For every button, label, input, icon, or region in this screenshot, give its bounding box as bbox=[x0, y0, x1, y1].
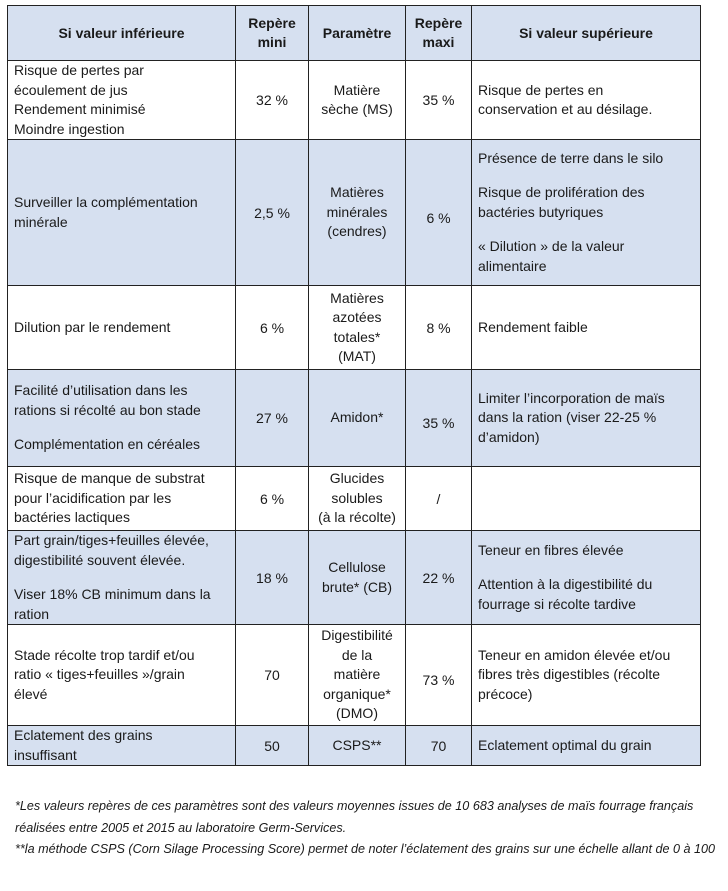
cell-max: 6 % bbox=[406, 140, 472, 286]
cell-inferior bbox=[8, 467, 236, 531]
cell-line: bactéries lactiques bbox=[14, 509, 130, 526]
cell-superior bbox=[472, 726, 701, 766]
cell-line: Limiter l’incorporation de maïs bbox=[478, 389, 665, 406]
cell-line: ratio « tiges+feuilles »/grain bbox=[14, 666, 185, 683]
cell-line: écoulement de jus bbox=[14, 81, 128, 98]
cell-line: Surveiller la complémentation bbox=[14, 194, 198, 210]
cell-min: 50 bbox=[236, 726, 309, 766]
cell-line: Moindre ingestion bbox=[14, 120, 125, 137]
cell-parameter bbox=[309, 531, 406, 625]
cell-line: Cellulose bbox=[328, 559, 386, 575]
cell-max: 35 % bbox=[406, 370, 472, 467]
cell-inferior bbox=[8, 370, 236, 467]
cell-max: 73 % bbox=[406, 625, 472, 726]
cell-superior bbox=[472, 467, 701, 531]
cell-line: Risque de prolifération des bbox=[478, 184, 645, 201]
cell-inferior bbox=[8, 61, 236, 140]
cell-line: conservation et au désilage. bbox=[478, 101, 653, 117]
cell-line: Eclatement optimal du grain bbox=[478, 736, 652, 753]
table-row bbox=[8, 726, 701, 766]
cell-line: alimentaire bbox=[478, 257, 547, 274]
cell-line: Eclatement des grains bbox=[14, 727, 153, 743]
table-row bbox=[8, 625, 701, 726]
cell-line: d’amidon) bbox=[478, 428, 540, 445]
cell-line: Digestibilité bbox=[321, 627, 393, 644]
cell-line: Stade récolte trop tardif et/ou bbox=[14, 646, 195, 663]
cell-min: 32 % bbox=[236, 61, 309, 140]
cell-min: 6 % bbox=[236, 286, 309, 370]
cell-inferior bbox=[8, 531, 236, 625]
reference-values-table bbox=[7, 5, 701, 766]
header-min: Repère mini bbox=[236, 6, 309, 61]
footnotes bbox=[15, 796, 720, 861]
cell-inferior bbox=[8, 140, 236, 286]
cell-line: pour l’acidification par les bbox=[14, 489, 172, 506]
cell-line: dans la ration (viser 22-25 % bbox=[478, 409, 657, 426]
cell-line: solubles bbox=[331, 489, 383, 506]
cell-line: Amidon* bbox=[330, 409, 384, 426]
cell-line: matière bbox=[333, 666, 381, 683]
cell-line: élevé bbox=[14, 685, 48, 702]
cell-superior bbox=[472, 531, 701, 625]
cell-inferior bbox=[8, 625, 236, 726]
header-superior: Si valeur supérieure bbox=[472, 6, 701, 61]
cell-line: azotées bbox=[332, 309, 382, 325]
cell-line: organique* bbox=[323, 685, 391, 702]
cell-line: Rendement faible bbox=[478, 318, 588, 335]
cell-superior bbox=[472, 625, 701, 726]
footnote-1: *Les valeurs repères de ces paramètres sont des valeurs moyennes issues de 10 683 analyses de maïs fourrage français réalisées entre 2005 et 2015 au laboratoire Germ-Services. bbox=[15, 799, 694, 835]
table-row bbox=[8, 531, 701, 625]
cell-parameter bbox=[309, 726, 406, 766]
cell-line: Attention à la digestibilité du bbox=[478, 576, 653, 593]
cell-inferior bbox=[8, 286, 236, 370]
cell-line: fourrage si récolte tardive bbox=[478, 595, 636, 612]
cell-min: 70 bbox=[236, 625, 309, 726]
header-max: Repère maxi bbox=[406, 6, 472, 61]
cell-line: fibres très digestibles (récolte bbox=[478, 666, 661, 683]
cell-superior bbox=[472, 140, 701, 286]
cell-line: Rendement minimisé bbox=[14, 101, 146, 117]
cell-line: précoce) bbox=[478, 685, 533, 702]
table-row bbox=[8, 370, 701, 467]
cell-line: (DMO) bbox=[336, 705, 378, 722]
footnote-2: **la méthode CSPS (Corn Silage Processing Score) permet de noter l’éclatement des grains sur une échelle allant de 0 à 100 bbox=[15, 842, 716, 856]
cell-parameter bbox=[309, 370, 406, 467]
cell-parameter bbox=[309, 286, 406, 370]
cell-min: 2,5 % bbox=[236, 140, 309, 286]
cell-line: Facilité d’utilisation dans les bbox=[14, 382, 188, 399]
cell-line: minérale bbox=[14, 213, 68, 230]
table-row bbox=[8, 61, 701, 140]
cell-line: sèche (MS) bbox=[321, 101, 393, 117]
cell-line: Viser 18% CB minimum dans la bbox=[14, 586, 211, 602]
cell-line: Risque de pertes en bbox=[478, 81, 604, 98]
cell-min: 27 % bbox=[236, 370, 309, 467]
cell-superior bbox=[472, 61, 701, 140]
header-row bbox=[8, 6, 701, 61]
cell-min: 18 % bbox=[236, 531, 309, 625]
cell-line: Complémentation en céréales bbox=[14, 436, 200, 453]
table-row bbox=[8, 467, 701, 531]
cell-parameter bbox=[309, 625, 406, 726]
table-row bbox=[8, 140, 701, 286]
cell-line: Matière bbox=[333, 81, 381, 98]
cell-max: 8 % bbox=[406, 286, 472, 370]
cell-line: Teneur en fibres élevée bbox=[478, 541, 624, 558]
cell-line: Risque de pertes par bbox=[14, 62, 144, 78]
cell-line: digestibilité souvent élevée. bbox=[14, 551, 186, 568]
cell-line: Matières bbox=[330, 184, 384, 201]
cell-line: insuffisant bbox=[14, 746, 77, 763]
cell-line: ration bbox=[14, 605, 50, 622]
cell-max: 35 % bbox=[406, 61, 472, 140]
cell-line: rations si récolté au bon stade bbox=[14, 401, 201, 418]
cell-max: 70 bbox=[406, 726, 472, 766]
cell-parameter bbox=[309, 140, 406, 286]
cell-line: Matières bbox=[330, 289, 384, 306]
cell-line: Teneur en amidon élevée et/ou bbox=[478, 646, 671, 663]
cell-line: bactéries butyriques bbox=[478, 203, 604, 220]
table-row bbox=[8, 286, 701, 370]
header-inferior: Si valeur inférieure bbox=[8, 6, 236, 61]
cell-line: Dilution par le rendement bbox=[14, 318, 171, 335]
cell-line: Présence de terre dans le silo bbox=[478, 149, 664, 166]
cell-parameter bbox=[309, 467, 406, 531]
cell-line: de la bbox=[341, 646, 373, 663]
cell-line: brute* (CB) bbox=[321, 578, 393, 595]
cell-max: 22 % bbox=[406, 531, 472, 625]
cell-max: / bbox=[406, 467, 472, 531]
cell-line: Glucides bbox=[329, 470, 385, 487]
cell-min: 6 % bbox=[236, 467, 309, 531]
cell-line: Part grain/tiges+feuilles élevée, bbox=[14, 532, 209, 548]
cell-line: « Dilution » de la valeur bbox=[478, 238, 625, 255]
header-parameter: Paramètre bbox=[309, 6, 406, 61]
cell-line: CSPS** bbox=[332, 736, 382, 753]
cell-superior bbox=[472, 286, 701, 370]
cell-line: (MAT) bbox=[338, 348, 376, 364]
cell-superior bbox=[472, 370, 701, 467]
cell-line: (cendres) bbox=[327, 223, 387, 240]
cell-line: totales* bbox=[333, 328, 381, 345]
cell-line: (à la récolte) bbox=[318, 509, 396, 526]
cell-parameter bbox=[309, 61, 406, 140]
cell-inferior bbox=[8, 726, 236, 766]
cell-line: minérales bbox=[326, 203, 388, 220]
cell-line: Risque de manque de substrat bbox=[14, 470, 205, 487]
